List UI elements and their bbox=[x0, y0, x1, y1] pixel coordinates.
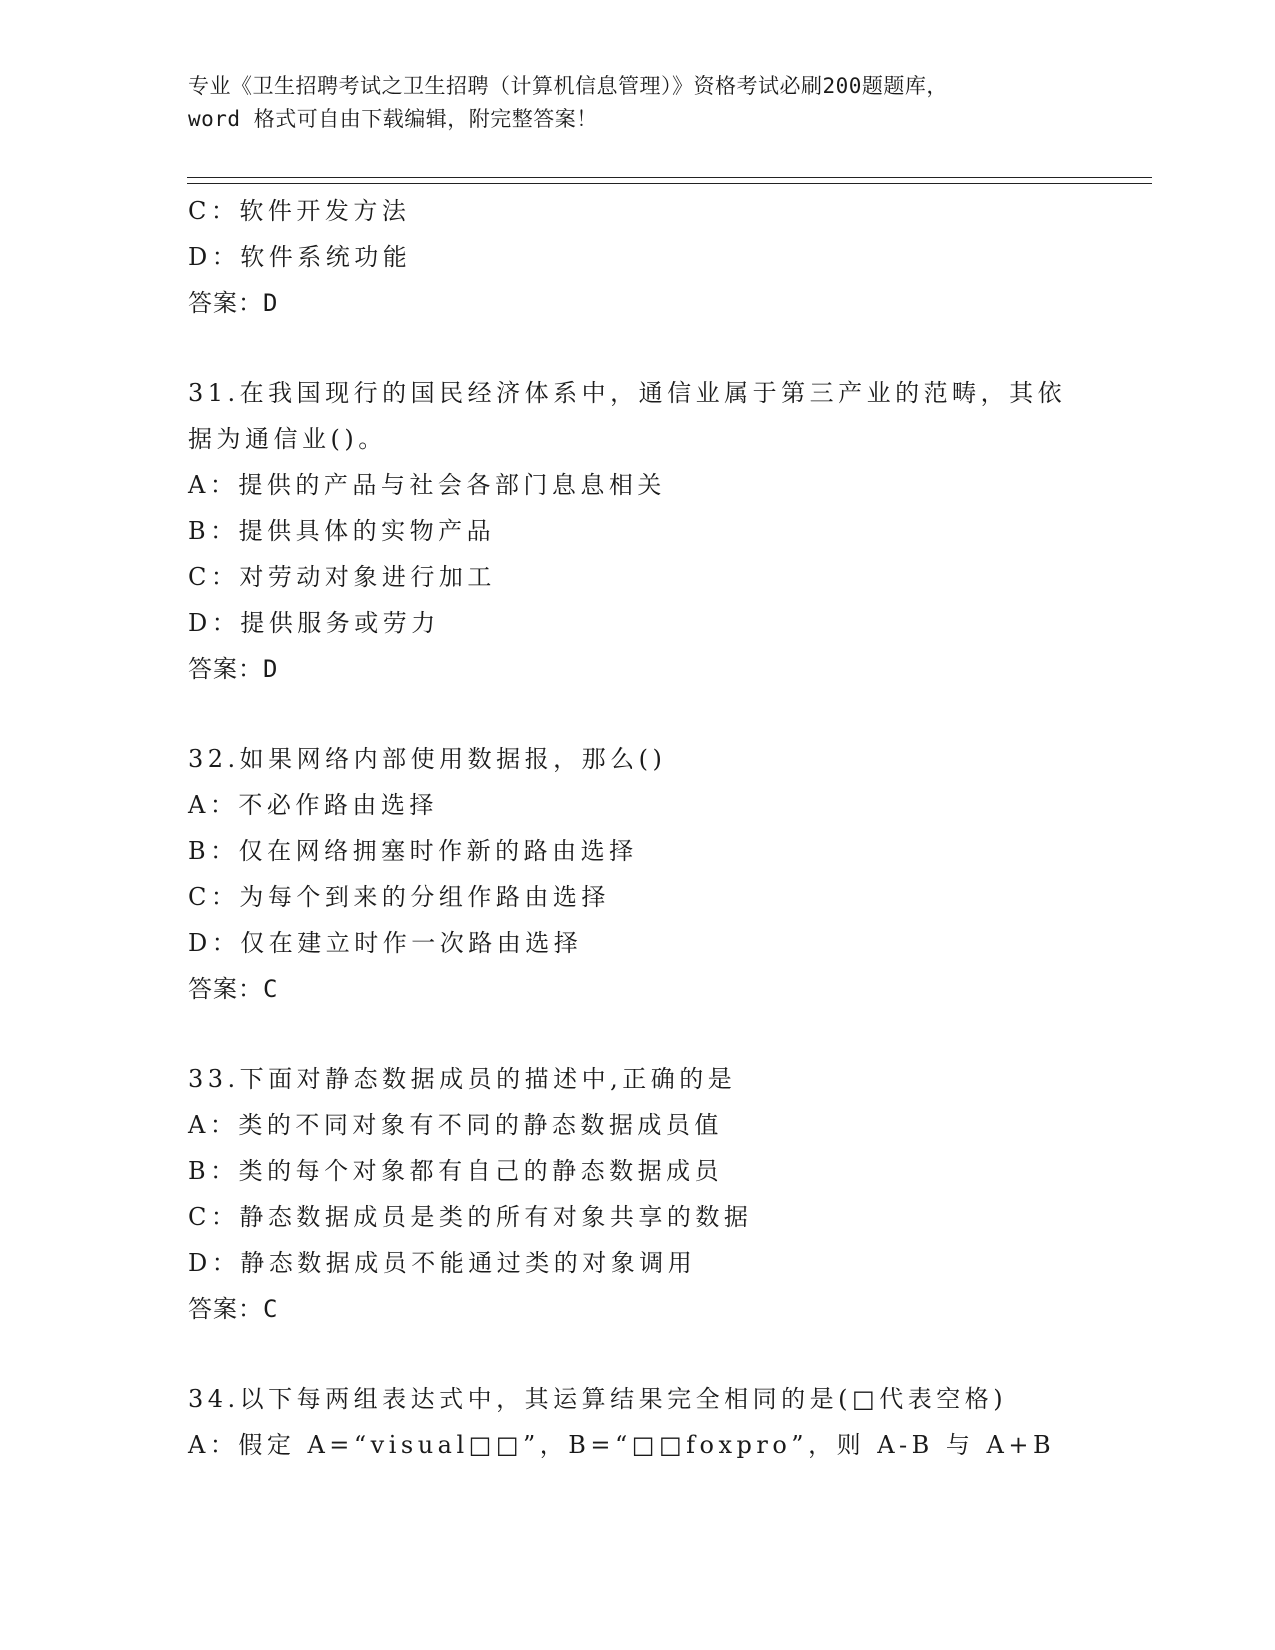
option-a: A：提供的产品与社会各部门息息相关 bbox=[188, 471, 666, 499]
option-c: C：对劳动对象进行加工 bbox=[188, 563, 496, 591]
question-34 bbox=[188, 1376, 1088, 1468]
header-title-line-2: word 格式可自由下载编辑，附完整答案！ bbox=[188, 107, 598, 131]
header-divider-top bbox=[187, 177, 1152, 178]
answer-value: D bbox=[263, 289, 279, 317]
answer-label: 答案： bbox=[188, 655, 263, 683]
option-d: D：软件系统功能 bbox=[188, 243, 412, 271]
option-b: B：仅在网络拥塞时作新的路由选择 bbox=[188, 837, 638, 865]
option-c: C：静态数据成员是类的所有对象共享的数据 bbox=[188, 1203, 753, 1231]
question-stem: 34.以下每两组表达式中，其运算结果完全相同的是(□代表空格) bbox=[188, 1385, 1008, 1413]
answer-value: D bbox=[263, 655, 279, 683]
option-b: B：类的每个对象都有自己的静态数据成员 bbox=[188, 1157, 724, 1185]
option-a: A：类的不同对象有不同的静态数据成员值 bbox=[188, 1111, 723, 1139]
option-c: C：软件开发方法 bbox=[188, 197, 411, 225]
document-header bbox=[188, 70, 1088, 136]
answer-label: 答案： bbox=[188, 975, 263, 1003]
header-title-line-1: 专业《卫生招聘考试之卫生招聘（计算机信息管理）》资格考试必刷200题题库， bbox=[188, 74, 948, 98]
option-a: A：不必作路由选择 bbox=[188, 791, 438, 819]
question-32 bbox=[188, 736, 1088, 1012]
answer-line bbox=[188, 966, 1088, 1012]
option-d: D：仅在建立时作一次路由选择 bbox=[188, 929, 583, 957]
answer-line bbox=[188, 1286, 1088, 1332]
option-c: C：为每个到来的分组作路由选择 bbox=[188, 883, 610, 911]
answer-label: 答案： bbox=[188, 1295, 263, 1323]
answer-value: C bbox=[263, 975, 279, 1003]
question-30-continuation bbox=[188, 188, 1088, 326]
answer-line bbox=[188, 646, 1088, 692]
option-d: D：提供服务或劳力 bbox=[188, 609, 440, 637]
question-31 bbox=[188, 370, 1088, 692]
question-stem-continued: 据为通信业()。 bbox=[188, 425, 387, 453]
option-d: D：静态数据成员不能通过类的对象调用 bbox=[188, 1249, 697, 1277]
header-divider-bottom bbox=[187, 183, 1152, 184]
question-stem: 33.下面对静态数据成员的描述中,正确的是 bbox=[188, 1065, 737, 1093]
option-b: B：提供具体的实物产品 bbox=[188, 517, 496, 545]
option-a: A：假定 A=“visual□□”，B=“□□foxpro”，则 A-B 与 A+B bbox=[188, 1431, 1056, 1459]
question-stem: 32.如果网络内部使用数据报，那么() bbox=[188, 745, 667, 773]
question-stem: 31.在我国现行的国民经济体系中，通信业属于第三产业的范畴，其依 bbox=[188, 379, 1067, 407]
answer-line bbox=[188, 280, 1088, 326]
question-33 bbox=[188, 1056, 1088, 1332]
answer-value: C bbox=[263, 1295, 279, 1323]
answer-label: 答案： bbox=[188, 289, 263, 317]
document-body bbox=[188, 188, 1088, 1468]
